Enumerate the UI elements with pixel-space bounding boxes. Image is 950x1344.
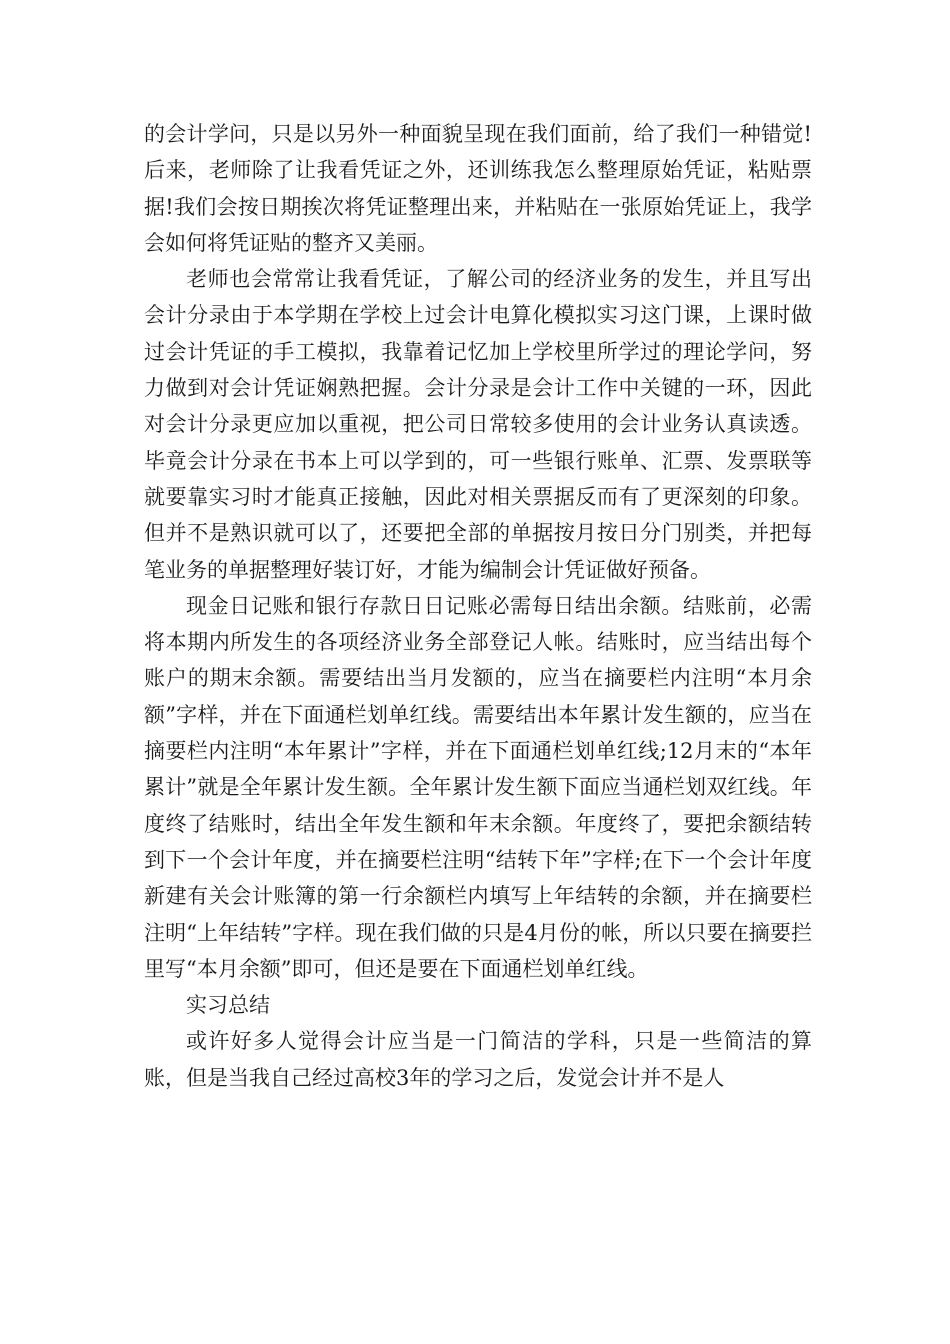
section-heading: 实习总结 xyxy=(186,993,270,1018)
body-paragraph-3: 现金日记账和银行存款日日记账必需每日结出余额。结账前，必需将本期内所发生的各项经济业务全部登记人帐。结账时，应当结出每个账户的期末余额。需要结出当月发额的，应当在摘要栏内注明“本月余额”字样，并在下面通栏划单红线。需要结出本年累计发生额的，应当在摘要栏内注明“本年累计”字样，并在下面通栏划单红线;12月末的“本年累计”就是全年累计发生额。全年累计发生额下面应当通栏划双红线。年度终了结账时，结出全年发生额和年末余额。年度终了，要把余额结转到下一个会计年度，并在摘要栏注明“结转下年”字样;在下一个会计年度新建有关会计账簿的第一行余额栏内填写上年结转的余额，并在摘要栏注明“上年结转”字样。现在我们做的只是4月份的帐，所以只要在摘要拦里写“本月余额”即可，但还是要在下面通栏划单红线。 xyxy=(144,593,812,981)
document-page xyxy=(144,116,812,1096)
body-paragraph-1: 的会计学问，只是以另外一种面貌呈现在我们面前，给了我们一种错觉!后来，老师除了让我看凭证之外，还训练我怎么整理原始凭证，粘贴票据!我们会按日期挨次将凭证整理出来，并粘贴在一张原始凭证上，我学会如何将凭证贴的整齐又美丽。 xyxy=(144,122,812,255)
body-paragraph-4: 或许好多人觉得会计应当是一门简洁的学科，只是一些简洁的算账，但是当我自己经过高校3年的学习之后，发觉会计并不是人 xyxy=(144,1029,812,1090)
body-paragraph-2: 老师也会常常让我看凭证，了解公司的经济业务的发生，并且写出会计分录由于本学期在学校上过会计电算化模拟实习这门课，上课时做过会计凭证的手工模拟，我靠着记忆加上学校里所学过的理论学问，努力做到对会计凭证娴熟把握。会计分录是会计工作中关键的一环，因此对会计分录更应加以重视，把公司日常较多使用的会计业务认真读透。毕竟会计分录在书本上可以学到的，可一些银行账单、汇票、发票联等就要靠实习时才能真正接触，因此对相关票据反而有了更深刻的印象。但并不是熟识就可以了，还要把全部的单据按月按日分门别类，并把每笔业务的单据整理好装订好，才能为编制会计凭证做好预备。 xyxy=(144,267,812,582)
